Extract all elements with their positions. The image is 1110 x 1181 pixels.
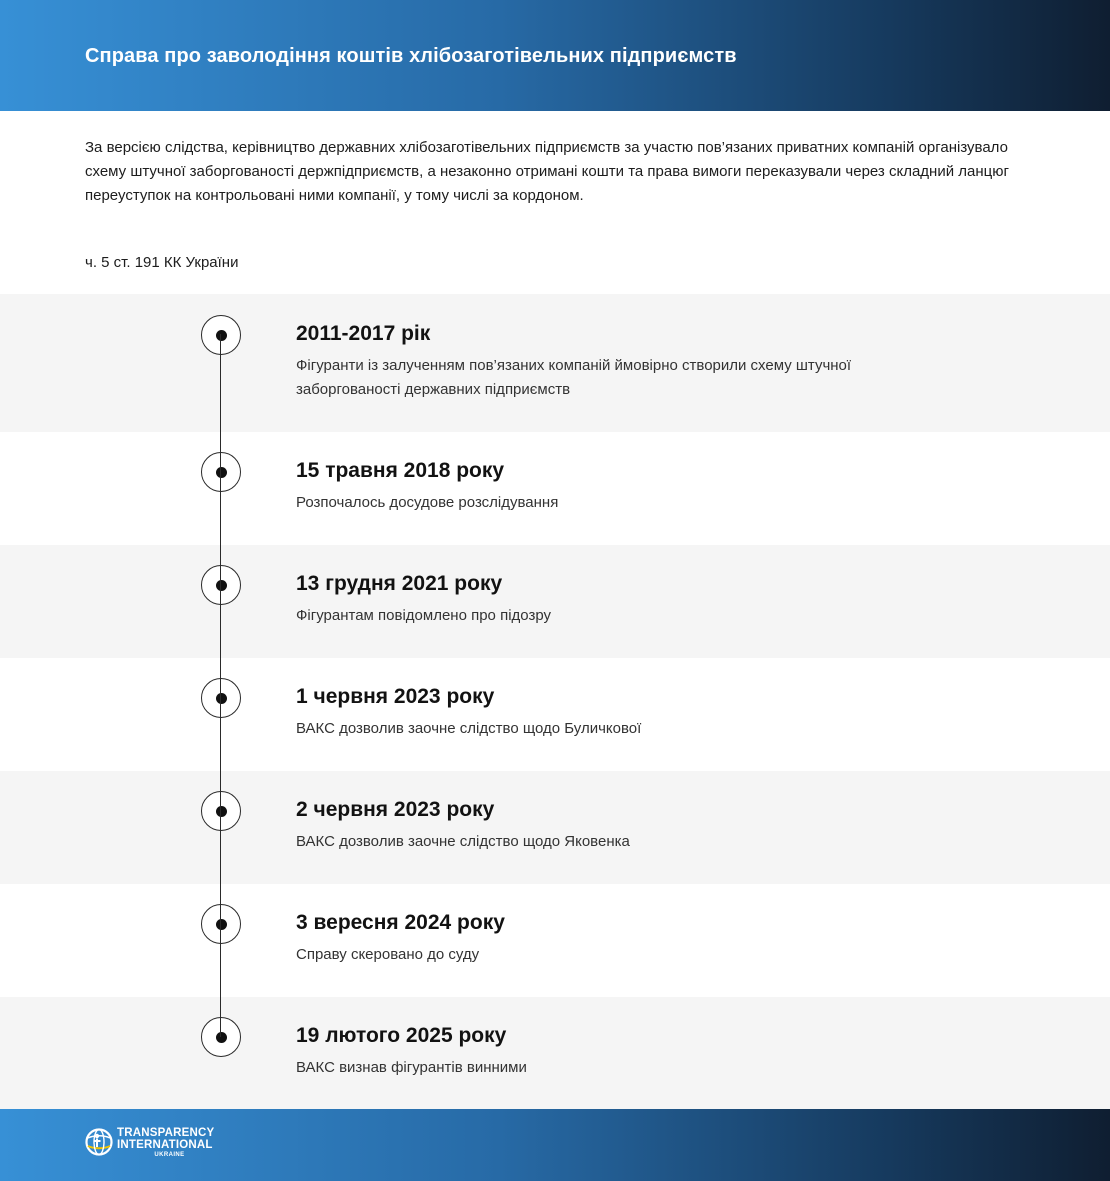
event-date: 1 червня 2023 року	[296, 685, 495, 708]
timeline-marker-icon	[201, 565, 241, 605]
timeline-marker-icon	[201, 904, 241, 944]
event-description: ВАКС дозволив заочне слідство щодо Яковенка	[296, 833, 630, 850]
criminal-code-article: ч. 5 ст. 191 КК України	[85, 254, 239, 271]
logo-line-1: TRANSPARENCY	[117, 1127, 215, 1139]
logo-line-3: UKRAINE	[154, 1152, 185, 1158]
event-description: Фігурантам повідомлено про підозру	[296, 607, 551, 624]
timeline-event	[0, 771, 1110, 884]
event-date: 2 червня 2023 року	[296, 798, 495, 821]
timeline-event	[0, 545, 1110, 658]
page-title: Справа про заволодіння коштів хлібозаготівельних підприємств	[85, 45, 737, 67]
timeline	[0, 294, 1110, 1109]
timeline-marker-icon	[201, 452, 241, 492]
event-date: 19 лютого 2025 року	[296, 1024, 507, 1047]
timeline-event	[0, 432, 1110, 545]
timeline-marker-icon	[201, 791, 241, 831]
event-date: 15 травня 2018 року	[296, 459, 505, 482]
timeline-marker-icon	[201, 1017, 241, 1057]
event-date: 2011-2017 рік	[296, 322, 431, 345]
timeline-connector-line	[220, 334, 221, 1037]
event-description: ВАКС визнав фігурантів винними	[296, 1059, 527, 1076]
timeline-event	[0, 294, 1110, 432]
event-description: Справу скеровано до суду	[296, 946, 480, 963]
logo-line-2: INTERNATIONAL	[117, 1139, 213, 1151]
event-description: ВАКС дозволив заочне слідство щодо Буличкової	[296, 720, 642, 737]
timeline-marker-icon	[201, 315, 241, 355]
case-summary: За версією слідства, керівництво державних хлібозаготівельних підприємств за участю пов’язаних приватних компаній організувало схему штучної заборгованості держпідприємств, а незаконно отримані кошти та права вимоги переказували через складний ланцюг переуступок на контрольовані ними компанії, у тому числі за кордоном.	[85, 139, 1009, 204]
timeline-marker-icon	[201, 678, 241, 718]
timeline-event	[0, 884, 1110, 997]
event-date: 13 грудня 2021 року	[296, 572, 503, 595]
timeline-event	[0, 997, 1110, 1109]
header-banner	[0, 0, 1110, 111]
event-description: Фігуранти із залученням пов’язаних компаній ймовірно створили схему штучної заборгованості державних підприємств	[296, 357, 852, 398]
event-description: Розпочалось досудове розслідування	[296, 494, 559, 511]
transparency-international-globe-icon	[84, 1127, 114, 1157]
event-date: 3 вересня 2024 року	[296, 911, 505, 934]
footer-banner	[0, 1109, 1110, 1181]
timeline-event	[0, 658, 1110, 771]
